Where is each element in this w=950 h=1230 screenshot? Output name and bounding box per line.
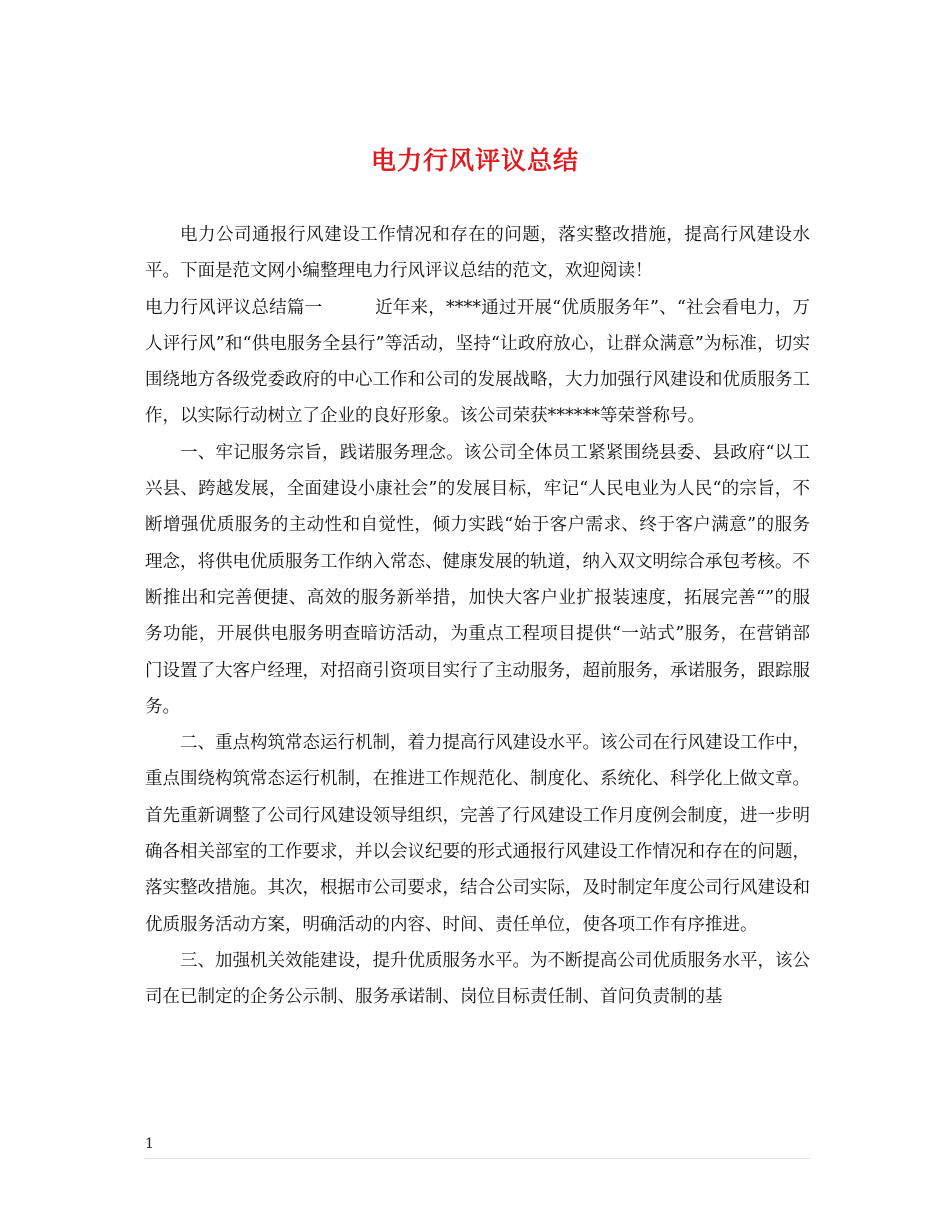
paragraph-2: 二、重点构筑常态运行机制，着力提高行风建设水平。该公司在行风建设工作中，重点围绕构筑常态运行机制，在推进工作规范化、制度化、系统化、科学化上做文章。首先重新调整了公司行风建设领导组织，完善了行风建设工作月度例会制度，进一步明确各相关部室的工作要求，并以会议纪要的形式通报行风建设工作情况和存在的问题，落实整改措施。其次，根据市公司要求，结合公司实际，及时制定年度公司行风建设和优质服务活动方案，明确活动的内容、时间、责任单位，使各项工作有序推进。 xyxy=(145,733,810,935)
section-text: 近年来，****通过开展“优质服务年”、“社会看电力，万人评行风”和“供电服务全县行”等活动，坚持“让政府放心，让群众满意”为标准，切实围绕地方各级党委政府的中心工作和公司的发展战略，大力加强行风建设和优质服务工作，以实际行动树立了企业的良好形象。该公司荣获******等荣誉称号。 xyxy=(145,297,811,427)
page-number: 1 xyxy=(145,1136,154,1152)
section-label: 电力行风评议总结篇一 xyxy=(145,297,323,318)
document-title: 电力行风评议总结 xyxy=(370,146,579,175)
section-paragraph xyxy=(145,290,810,435)
paragraph-1: 一、牢记服务宗旨，践诺服务理念。该公司全体员工紧紧围绕县委、县政府“以工兴县、跨越发展，全面建设小康社会”的发展目标，牢记“人民电业为人民“的宗旨，不断增强优质服务的主动性和自觉性，倾力实践“始于客户需求、终于客户满意”的服务理念，将供电优质服务工作纳入常态、健康发展的轨道，纳入双文明综合承包考核。不断推出和完善便捷、高效的服务新举措，加快大客户业扩报装速度，拓展完善“”的服务功能，开展供电服务明查暗访活动，为重点工程项目提供“一站式”服务，在营销部门设置了大客户经理，对招商引资项目实行了主动服务，超前服务，承诺服务，跟踪服务。 xyxy=(145,442,810,717)
document-body xyxy=(145,217,810,1016)
intro-paragraph: 电力公司通报行风建设工作情况和存在的问题，落实整改措施，提高行风建设水平。下面是范文网小编整理电力行风评议总结的范文，欢迎阅读！ xyxy=(145,225,810,282)
footer-rule xyxy=(145,1158,810,1159)
paragraph-3: 三、加强机关效能建设，提升优质服务水平。为不断提高公司优质服务水平，该公司在已制定的企务公示制、服务承诺制、岗位目标责任制、首问负责制的基 xyxy=(145,950,810,1008)
